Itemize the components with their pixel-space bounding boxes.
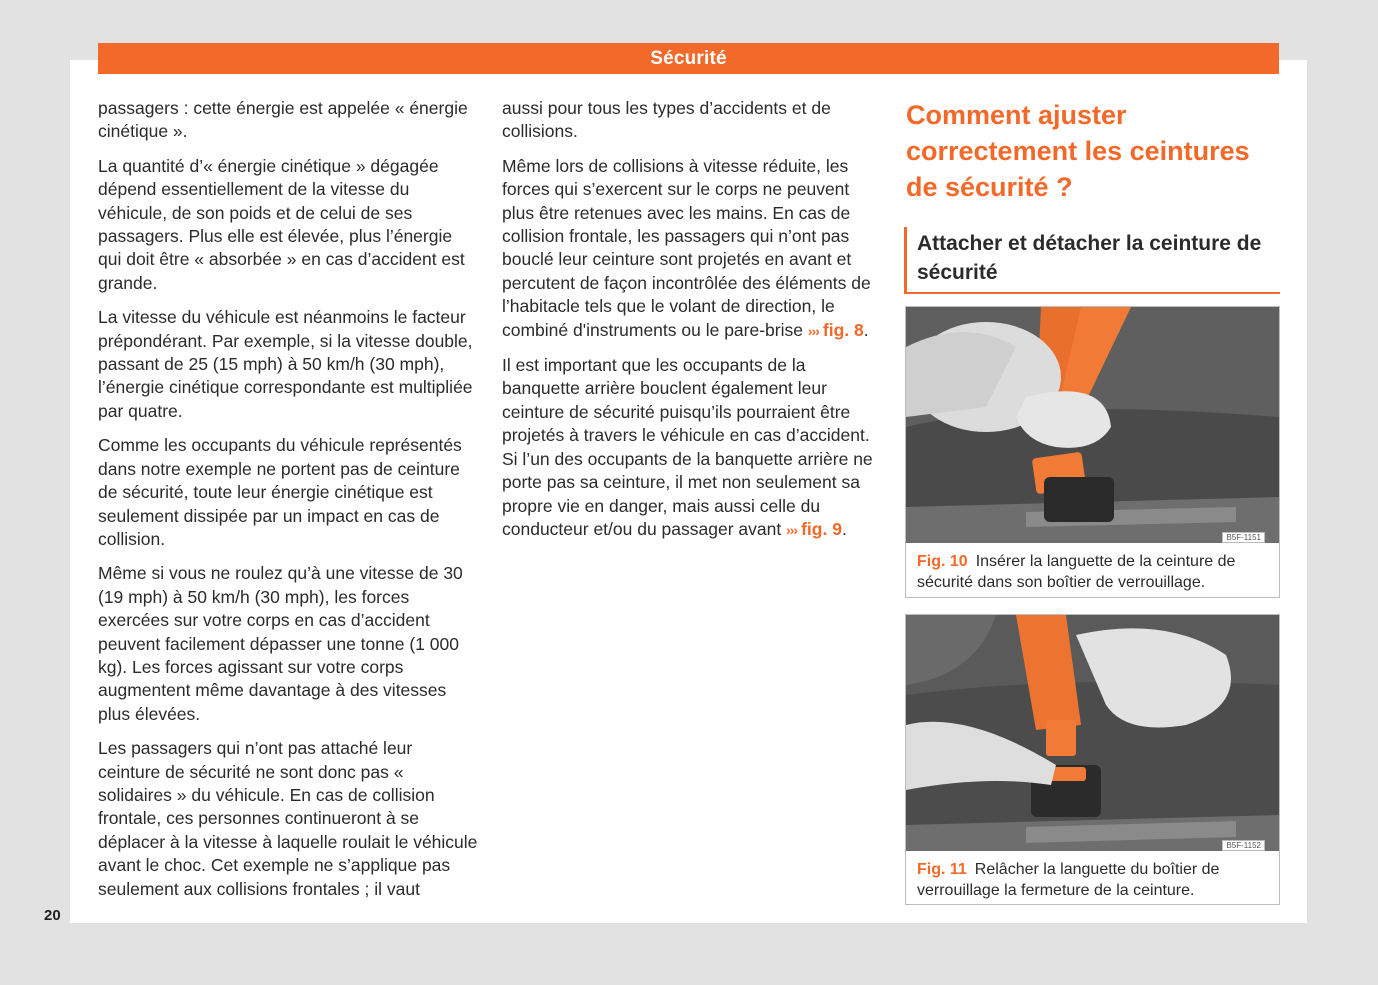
figure-11 — [905, 614, 1280, 905]
figure-label: Fig. 10 — [917, 553, 968, 570]
ref-arrows-icon: ››› — [807, 322, 819, 339]
period: . — [863, 319, 869, 340]
paragraph-text: Il est important que les occupants de la banquette arrière bouclent également leur ceinture de sécurité puisqu’ils pourraient être projetés à travers le véhicule en cas d’accident. Si l’un des occupants de la banquette arrière ne porte pas sa ceinture, il met non seulement sa propre vie en danger, mais aussi celle du conducteur et/ou du passager avant — [502, 355, 873, 539]
paragraph: La vitesse du véhicule est néanmoins le facteur prépondérant. Par exemple, si la vitesse double, passant de 25 (15 mph) à 50 km/h (30 mph), l’énergie cinétique correspondante est multipliée par quatre. — [98, 307, 473, 421]
paragraph: Même si vous ne roulez qu’à une vitesse de 30 (19 mph) à 50 km/h (30 mph), les forces exercées sur votre corps en cas d’accident peuvent facilement dépasser une tonne (1 000 kg). Les forces agissant sur votre corps augmentent même davantage à des vitesses plus élevées. — [98, 563, 463, 724]
figure-caption — [917, 859, 1267, 901]
fig-9-link[interactable] — [786, 519, 842, 539]
figure-caption — [917, 551, 1267, 593]
figure-caption-text: Insérer la languette de la ceinture de sécurité dans son boîtier de verrouillage. — [917, 553, 1236, 591]
page-number: 20 — [44, 907, 61, 924]
paragraph: passagers : cette énergie est appelée « énergie cinétique ». — [98, 98, 468, 142]
fig-8-link[interactable] — [808, 320, 864, 340]
subsection-heading: Attacher et détacher la ceinture de sécurité — [904, 227, 1280, 294]
right-column — [906, 97, 1280, 205]
text-column-2 — [502, 97, 884, 553]
section-title: Sécurité — [650, 47, 727, 69]
ref-arrows-icon: ››› — [786, 521, 798, 538]
paragraph: La quantité d’« énergie cinétique » dégagée dépend essentiellement de la vitesse du véhicule, de son poids et de celui de ses passagers. Plus elle est élevée, plus l’énergie qui doit être « absorbée » en cas d’accident est grande. — [98, 155, 465, 293]
paragraph: Les passagers qui n’ont pas attaché leur ceinture de sécurité ne sont donc pas « solidaires » du véhicule. En cas de collision frontale, ces personnes continueront à se déplacer à la vitesse à laquelle roulait le véhicule avant le choc. Cet exemple ne s’applique pas seulement aux collisions frontales ; il vaut — [98, 738, 478, 899]
figure-code: B5F-1151 — [1222, 532, 1265, 543]
figure-label: Fig. 11 — [917, 861, 967, 878]
figure-code: B5F-1152 — [1222, 840, 1265, 851]
period: . — [841, 518, 847, 539]
fig-9-link-label: fig. 9 — [801, 518, 842, 539]
text-column-1 — [98, 97, 478, 912]
fig-8-link-label: fig. 8 — [822, 319, 864, 340]
paragraph-with-ref — [502, 155, 884, 343]
seatbelt-release-illustration — [906, 615, 1279, 851]
paragraph-text: Même lors de collisions à vitesse réduite, les forces qui s’exercent sur le corps ne peuvent plus être retenues avec les mains. En cas de collision frontale, les passagers qui n’ont pas bouclé leur ceinture sont projetés en avant et percutent de façon incontrôlée des éléments de l’habitacle tels que le volant de direction, le combiné d'instruments ou le pare-brise — [502, 155, 871, 340]
paragraph: Comme les occupants du véhicule représentés dans notre exemple ne portent pas de ceinture de sécurité, toute leur énergie cinétique est seulement dissipée par un impact en cas de collision. — [98, 435, 462, 549]
paragraph: aussi pour tous les types d’accidents et de collisions. — [502, 98, 831, 142]
paragraph-with-ref — [502, 354, 884, 542]
figure-caption-text: Relâcher la languette du boîtier de verrouillage la fermeture de la ceinture. — [917, 861, 1220, 899]
seatbelt-insert-illustration — [906, 307, 1279, 543]
section-header — [98, 43, 1279, 74]
section-heading: Comment ajuster correctement les ceintures de sécurité ? — [906, 100, 1250, 202]
figure-10 — [905, 306, 1280, 598]
